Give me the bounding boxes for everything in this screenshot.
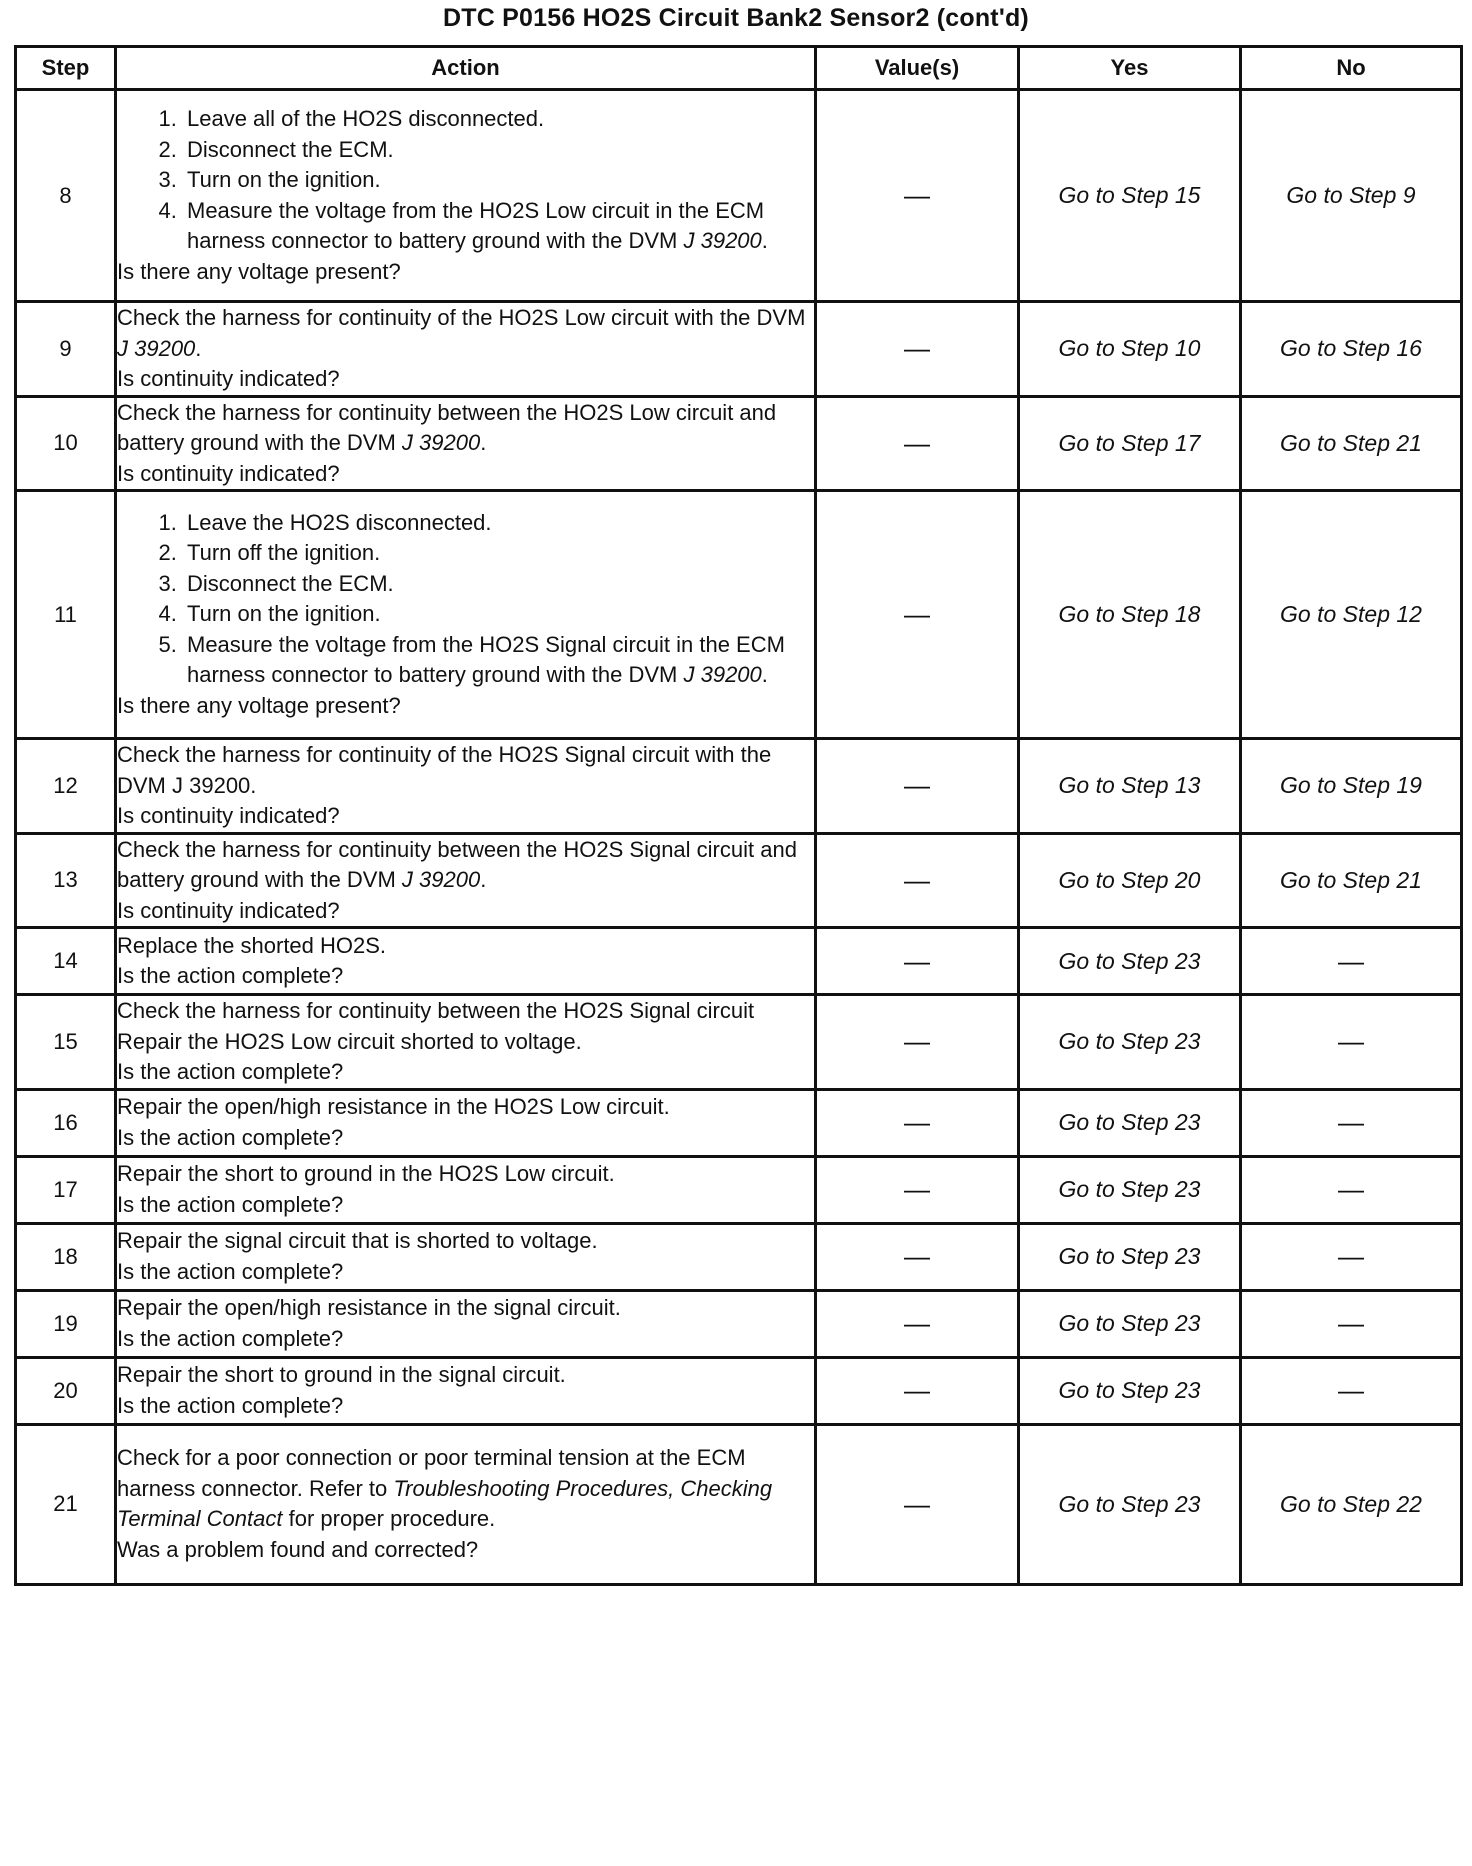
list-item: 2. Turn off the ignition. <box>183 538 814 569</box>
value-cell: — <box>816 1089 1019 1156</box>
action-text: Repair the short to ground in the signal circuit. <box>117 1362 566 1387</box>
no-cell: — <box>1241 1290 1462 1357</box>
list-item <box>183 196 814 257</box>
yes-cell: Go to Step 23 <box>1019 1156 1241 1223</box>
yes-cell: Go to Step 23 <box>1019 1357 1241 1424</box>
step-number: 14 <box>16 928 116 995</box>
step-number: 16 <box>16 1089 116 1156</box>
action-cell <box>116 396 816 491</box>
tool-reference: J 39200 <box>683 662 762 688</box>
no-cell: Go to Step 9 <box>1241 90 1462 302</box>
header-step: Step <box>16 47 116 90</box>
no-cell: Go to Step 12 <box>1241 491 1462 739</box>
action-question: Is continuity indicated? <box>117 803 340 828</box>
action-cell <box>116 739 816 834</box>
header-yes: Yes <box>1019 47 1241 90</box>
list-item: 2. Disconnect the ECM. <box>183 135 814 166</box>
yes-cell: Go to Step 23 <box>1019 1089 1241 1156</box>
action-cell <box>116 1156 816 1223</box>
value-cell: — <box>816 302 1019 397</box>
diagnostic-table <box>14 45 1463 1586</box>
action-question: Is continuity indicated? <box>117 366 340 391</box>
header-values: Value(s) <box>816 47 1019 90</box>
table-row-step-19 <box>16 1290 1462 1357</box>
header-row <box>16 47 1462 90</box>
action-question: Is the action complete? <box>117 1191 344 1217</box>
yes-cell: Go to Step 13 <box>1019 739 1241 834</box>
tool-reference: J 39200 <box>683 228 762 253</box>
table-row-step-18 <box>16 1223 1462 1290</box>
table-row-step-15 <box>16 995 1462 1090</box>
action-cell <box>116 928 816 995</box>
action-text: Check the harness for continuity between the HO2S Signal circuit Repair the HO2S Low circuit shorted to voltage. <box>117 998 755 1054</box>
table-row-step-13 <box>16 833 1462 928</box>
value-cell: — <box>816 1424 1019 1584</box>
tool-reference: J 39200 <box>401 867 481 892</box>
yes-cell: Go to Step 23 <box>1019 1223 1241 1290</box>
action-text: Replace the shorted HO2S. <box>117 932 387 958</box>
value-cell: — <box>816 739 1019 834</box>
action-cell <box>116 1089 816 1156</box>
no-cell: Go to Step 16 <box>1241 302 1462 397</box>
table-row-step-12 <box>16 739 1462 834</box>
procedure-reference: Troubleshooting Procedures, Checking Terminal Contact <box>117 1475 773 1531</box>
table-row-step-16 <box>16 1089 1462 1156</box>
value-cell: — <box>816 90 1019 302</box>
list-item: 1. Leave all of the HO2S disconnected. <box>183 104 814 135</box>
action-cell <box>116 833 816 928</box>
action-cell <box>116 491 816 739</box>
value-cell: — <box>816 833 1019 928</box>
no-cell: — <box>1241 1089 1462 1156</box>
no-cell: — <box>1241 1223 1462 1290</box>
action-text: Measure the voltage from the HO2S Low circuit in the ECM harness connector to battery ground with the DVM <box>187 197 765 253</box>
yes-cell: Go to Step 23 <box>1019 1290 1241 1357</box>
action-cell <box>116 1357 816 1424</box>
action-cell <box>116 1424 816 1584</box>
no-cell: — <box>1241 1156 1462 1223</box>
no-cell: Go to Step 21 <box>1241 833 1462 928</box>
step-number: 20 <box>16 1357 116 1424</box>
action-cell <box>116 302 816 397</box>
action-cell <box>116 1290 816 1357</box>
no-cell: Go to Step 21 <box>1241 396 1462 491</box>
action-text: Check the harness for continuity between the HO2S Low circuit and battery ground with the DVM <box>117 399 777 455</box>
page-title: DTC P0156 HO2S Circuit Bank2 Sensor2 (cont'd) <box>443 4 1029 32</box>
table-row-step-8 <box>16 90 1462 302</box>
action-cell <box>116 995 816 1090</box>
action-question: Was a problem found and corrected? <box>117 1536 479 1562</box>
action-list <box>117 104 814 257</box>
no-cell: — <box>1241 928 1462 995</box>
table-row-step-10 <box>16 396 1462 491</box>
action-question: Is the action complete? <box>117 963 344 988</box>
action-text-end: . <box>761 662 768 688</box>
header-action: Action <box>116 47 816 90</box>
step-number: 19 <box>16 1290 116 1357</box>
action-text: Check the harness for continuity of the HO2S Low circuit with the DVM <box>117 305 806 330</box>
action-text-end: for proper procedure. <box>282 1506 496 1531</box>
list-item: 1. Leave the HO2S disconnected. <box>183 508 814 539</box>
no-cell: — <box>1241 995 1462 1090</box>
yes-cell: Go to Step 23 <box>1019 995 1241 1090</box>
step-number: 8 <box>16 90 116 302</box>
action-question: Is there any voltage present? <box>117 258 401 284</box>
yes-cell: Go to Step 23 <box>1019 928 1241 995</box>
action-question: Is the action complete? <box>117 1258 344 1284</box>
action-question: Is there any voltage present? <box>117 692 401 718</box>
no-cell: Go to Step 22 <box>1241 1424 1462 1584</box>
yes-cell: Go to Step 23 <box>1019 1424 1241 1584</box>
yes-cell: Go to Step 20 <box>1019 833 1241 928</box>
step-number: 10 <box>16 396 116 491</box>
step-number: 11 <box>16 491 116 739</box>
action-text: Measure the voltage from the HO2S Signal circuit in the ECM harness connector to battery ground with the DVM <box>187 631 785 688</box>
action-text: Repair the signal circuit that is shorted to voltage. <box>117 1228 598 1253</box>
value-cell: — <box>816 491 1019 739</box>
step-number: 9 <box>16 302 116 397</box>
step-number: 21 <box>16 1424 116 1584</box>
yes-cell: Go to Step 10 <box>1019 302 1241 397</box>
step-number: 15 <box>16 995 116 1090</box>
action-text-end: . <box>761 228 768 253</box>
action-text-end: . <box>195 335 202 361</box>
action-list <box>117 508 814 691</box>
list-item <box>183 630 814 691</box>
action-cell <box>116 90 816 302</box>
step-number: 13 <box>16 833 116 928</box>
value-cell: — <box>816 1357 1019 1424</box>
value-cell: — <box>816 928 1019 995</box>
action-text: Check the harness for continuity of the HO2S Signal circuit with the DVM J 39200. <box>117 742 772 798</box>
action-text: Repair the open/high resistance in the HO2S Low circuit. <box>117 1094 670 1119</box>
yes-cell: Go to Step 17 <box>1019 396 1241 491</box>
action-question: Is the action complete? <box>117 1124 344 1150</box>
value-cell: — <box>816 1290 1019 1357</box>
tool-reference: J 39200 <box>117 335 196 361</box>
table-row-step-21 <box>16 1424 1462 1584</box>
step-number: 18 <box>16 1223 116 1290</box>
action-text: Repair the short to ground in the HO2S Low circuit. <box>117 1161 615 1186</box>
action-question: Is continuity indicated? <box>117 897 340 923</box>
action-text: Repair the open/high resistance in the signal circuit. <box>117 1295 621 1320</box>
value-cell: — <box>816 1223 1019 1290</box>
table-row-step-20 <box>16 1357 1462 1424</box>
no-cell: Go to Step 19 <box>1241 739 1462 834</box>
table-row-step-17 <box>16 1156 1462 1223</box>
action-question: Is the action complete? <box>117 1392 344 1418</box>
value-cell: — <box>816 995 1019 1090</box>
no-cell: — <box>1241 1357 1462 1424</box>
list-item: 4. Turn on the ignition. <box>183 599 814 630</box>
yes-cell: Go to Step 15 <box>1019 90 1241 302</box>
action-text-end: . <box>480 430 487 455</box>
action-text-end: . <box>480 867 487 892</box>
step-number: 17 <box>16 1156 116 1223</box>
tool-reference: J 39200 <box>401 430 481 455</box>
header-no: No <box>1241 47 1462 90</box>
list-item: 3. Turn on the ignition. <box>183 165 814 196</box>
table-row-step-11 <box>16 491 1462 739</box>
action-question: Is the action complete? <box>117 1059 344 1084</box>
step-number: 12 <box>16 739 116 834</box>
table-row-step-9 <box>16 302 1462 397</box>
action-question: Is the action complete? <box>117 1325 344 1351</box>
action-text: Check the harness for continuity between the HO2S Signal circuit and battery ground with the DVM <box>117 836 797 892</box>
action-text: Check for a poor connection or poor terminal tension at the ECM harness connector. Refer to <box>117 1445 746 1501</box>
action-cell <box>116 1223 816 1290</box>
action-question: Is continuity indicated? <box>117 460 340 486</box>
value-cell: — <box>816 1156 1019 1223</box>
yes-cell: Go to Step 18 <box>1019 491 1241 739</box>
table-row-step-14 <box>16 928 1462 995</box>
list-item: 3. Disconnect the ECM. <box>183 569 814 600</box>
value-cell: — <box>816 396 1019 491</box>
